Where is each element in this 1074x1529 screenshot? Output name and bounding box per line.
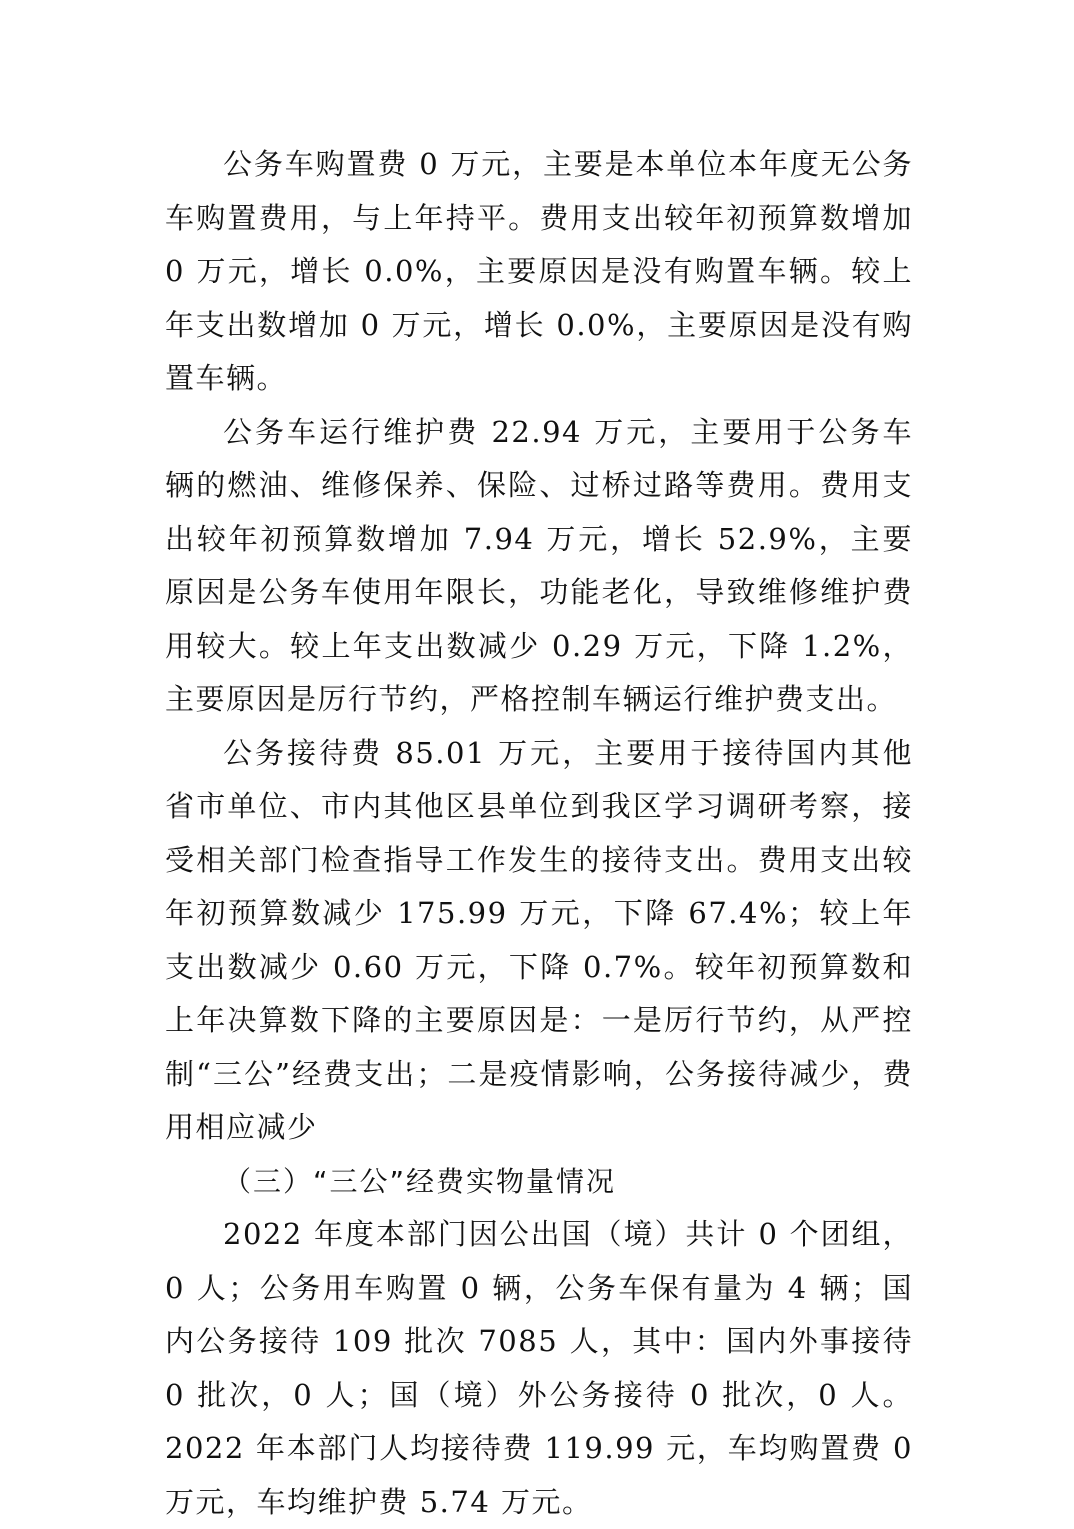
paragraph-physical-quantities: 2022 年度本部门因公出国（境）共计 0 个团组，0 人；公务用车购置 0 辆，公务车保有量为 4 辆；国内公务接待 109 批次 7085 人，其中：国内外事接待 0 批次，0 人；国（境）外公务接待 0 批次，0 人。2022 年本部门人均接待费 119.99 元，车均购置费 0 万元，车均维护费 5.74 万元。 — [165, 1217, 913, 1519]
paragraph-vehicle-maintenance: 公务车运行维护费 22.94 万元，主要用于公务车辆的燃油、维修保养、保险、过桥过路等费用。费用支出较年初预算数增加 7.94 万元，增长 52.9%，主要原因是公务车使用年限长，功能老化，导致维修维护费用较大。较上年支出数减少 0.29 万元，下降 1.2%，主要原因是厉行节约，严格控制车辆运行维护费支出。 — [165, 414, 913, 716]
section-heading: （三）“三公”经费实物量情况 — [223, 1164, 617, 1198]
paragraph-vehicle-purchase: 公务车购置费 0 万元，主要是本单位本年度无公务车购置费用，与上年持平。费用支出较年初预算数增加 0 万元，增长 0.0%，主要原因是没有购置车辆。较上年支出数增加 0 万元，增长 0.0%，主要原因是没有购置车辆。 — [165, 147, 913, 395]
document-body — [165, 138, 913, 1529]
paragraph-official-reception: 公务接待费 85.01 万元，主要用于接待国内其他省市单位、市内其他区县单位到我区学习调研考察，接受相关部门检查指导工作发生的接待支出。费用支出较年初预算数减少 175.99 万元，下降 67.4%；较上年支出数减少 0.60 万元，下降 0.7%。较年初预算数和上年决算数下降的主要原因是：一是厉行节约，从严控制“三公”经费支出；二是疫情影响，公务接待减少，费用相应减少 — [165, 735, 913, 1144]
